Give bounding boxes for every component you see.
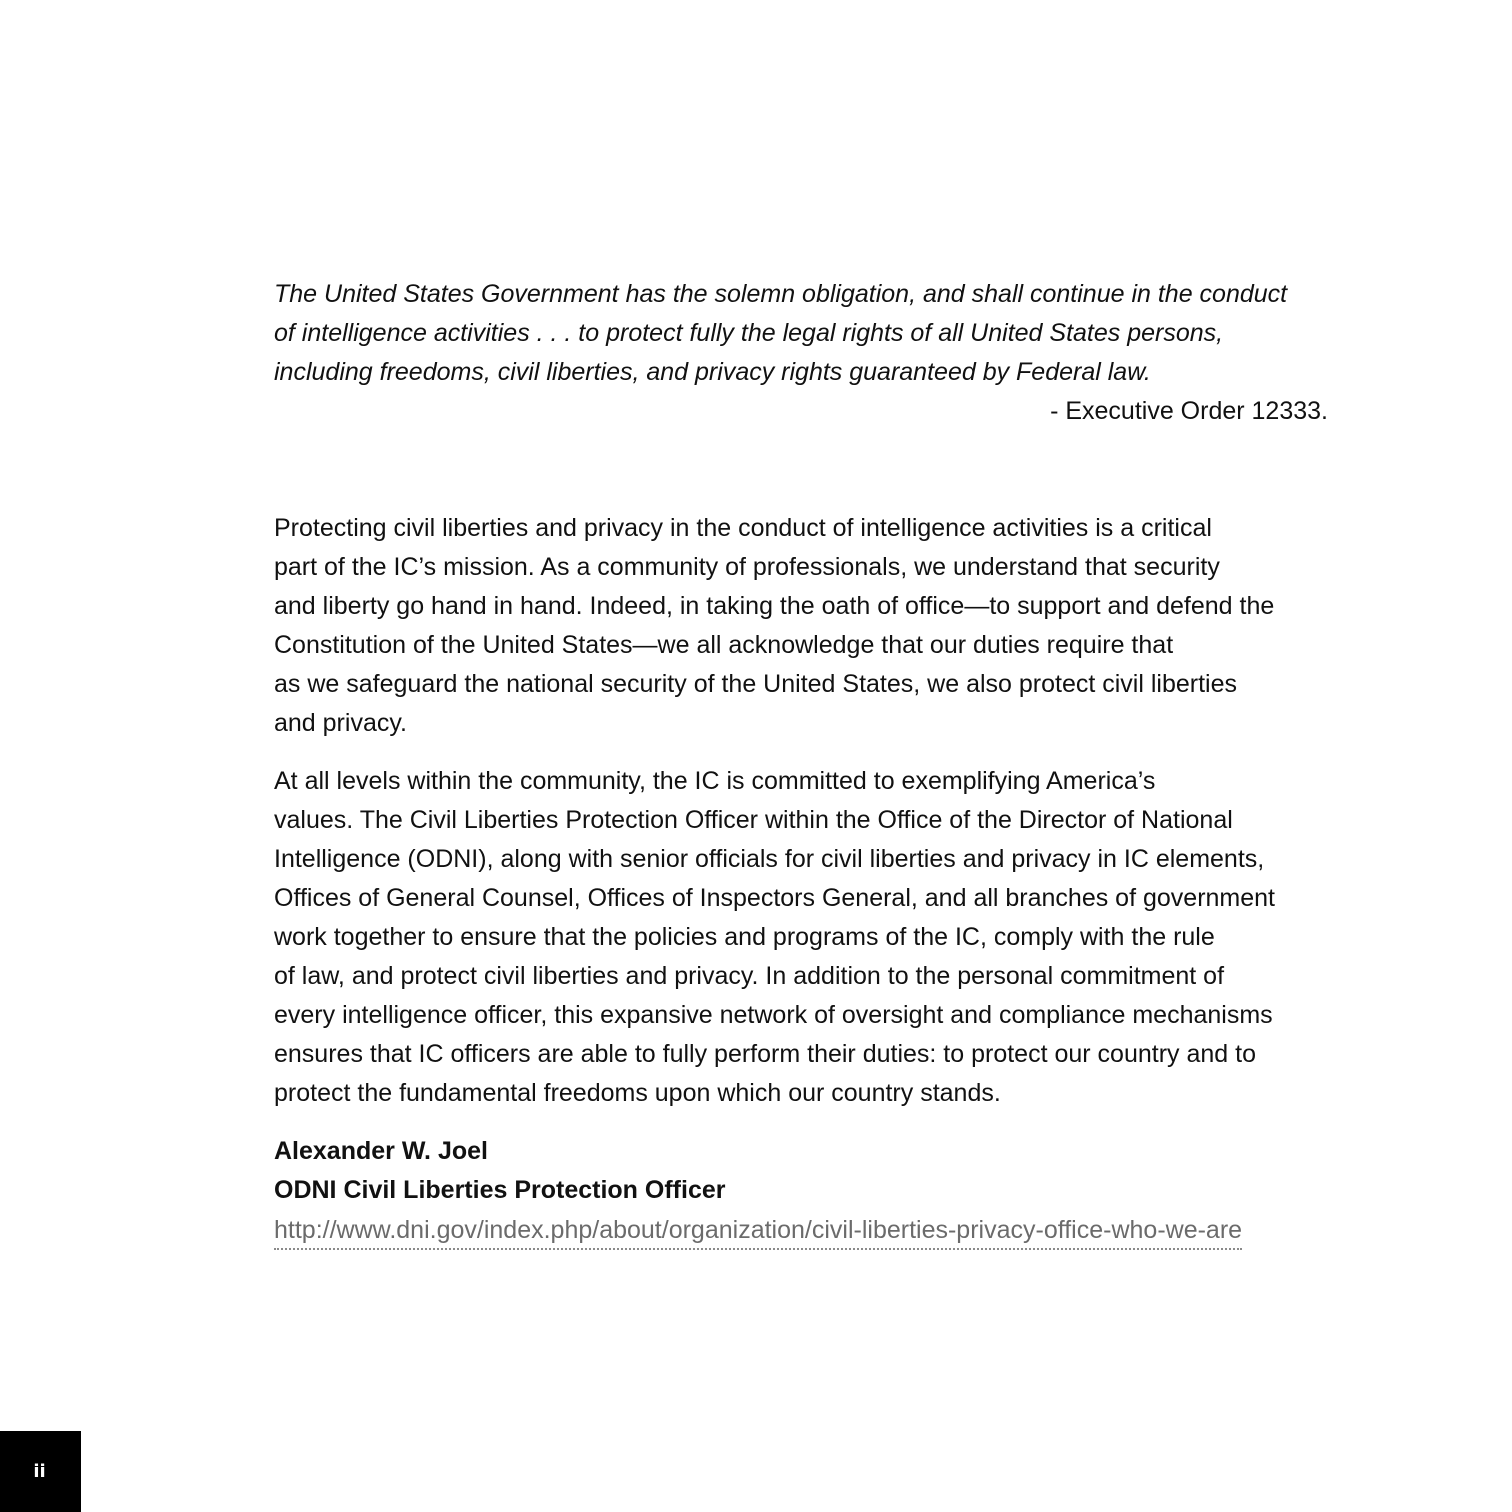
quote-line: The United States Government has the solemn obligation, and shall continue in the conduct [274,280,1288,308]
paragraph-line: ensures that IC officers are able to fully perform their duties: to protect our country and to [274,1040,1256,1068]
paragraph-line: work together to ensure that the policies and programs of the IC, comply with the rule [274,923,1215,951]
paragraph-line: as we safeguard the national security of the United States, we also protect civil liberties [274,670,1238,698]
page-content [274,275,1424,1250]
body-paragraph-2 [274,762,1424,1113]
signature-name: Alexander W. Joel [274,1137,488,1165]
page-number-badge [0,1431,81,1512]
paragraph-line: protect the fundamental freedoms upon which our country stands. [274,1079,1001,1107]
source-link[interactable]: http://www.dni.gov/index.php/about/organization/civil-liberties-privacy-office-who-we-are [274,1212,1242,1250]
paragraph-line: every intelligence officer, this expansive network of oversight and compliance mechanisms [274,1001,1273,1029]
quote-line: of intelligence activities . . . to protect fully the legal rights of all United States persons, [274,319,1224,347]
body-paragraph-1 [274,509,1424,743]
epigraph-quote [274,275,1424,431]
signature-block [274,1132,1424,1210]
quote-line: including freedoms, civil liberties, and privacy rights guaranteed by Federal law. [274,358,1151,386]
quote-attribution: - Executive Order 12333. [1050,397,1328,425]
paragraph-line: At all levels within the community, the IC is committed to exemplifying America’s [274,767,1156,795]
signature-title: ODNI Civil Liberties Protection Officer [274,1176,726,1204]
paragraph-line: values. The Civil Liberties Protection Officer within the Office of the Director of National [274,806,1233,834]
page-number: ii [33,1461,46,1482]
paragraph-line: Protecting civil liberties and privacy in the conduct of intelligence activities is a critical [274,514,1212,542]
paragraph-line: Intelligence (ODNI), along with senior officials for civil liberties and privacy in IC elements, [274,845,1265,873]
paragraph-line: and liberty go hand in hand. Indeed, in taking the oath of office—to support and defend the [274,592,1275,620]
paragraph-line: part of the IC’s mission. As a community of professionals, we understand that security [274,553,1220,581]
paragraph-line: and privacy. [274,709,407,737]
paragraph-line: of law, and protect civil liberties and privacy. In addition to the personal commitment of [274,962,1225,990]
paragraph-line: Offices of General Counsel, Offices of Inspectors General, and all branches of government [274,884,1276,912]
paragraph-line: Constitution of the United States—we all acknowledge that our duties require that [274,631,1174,659]
